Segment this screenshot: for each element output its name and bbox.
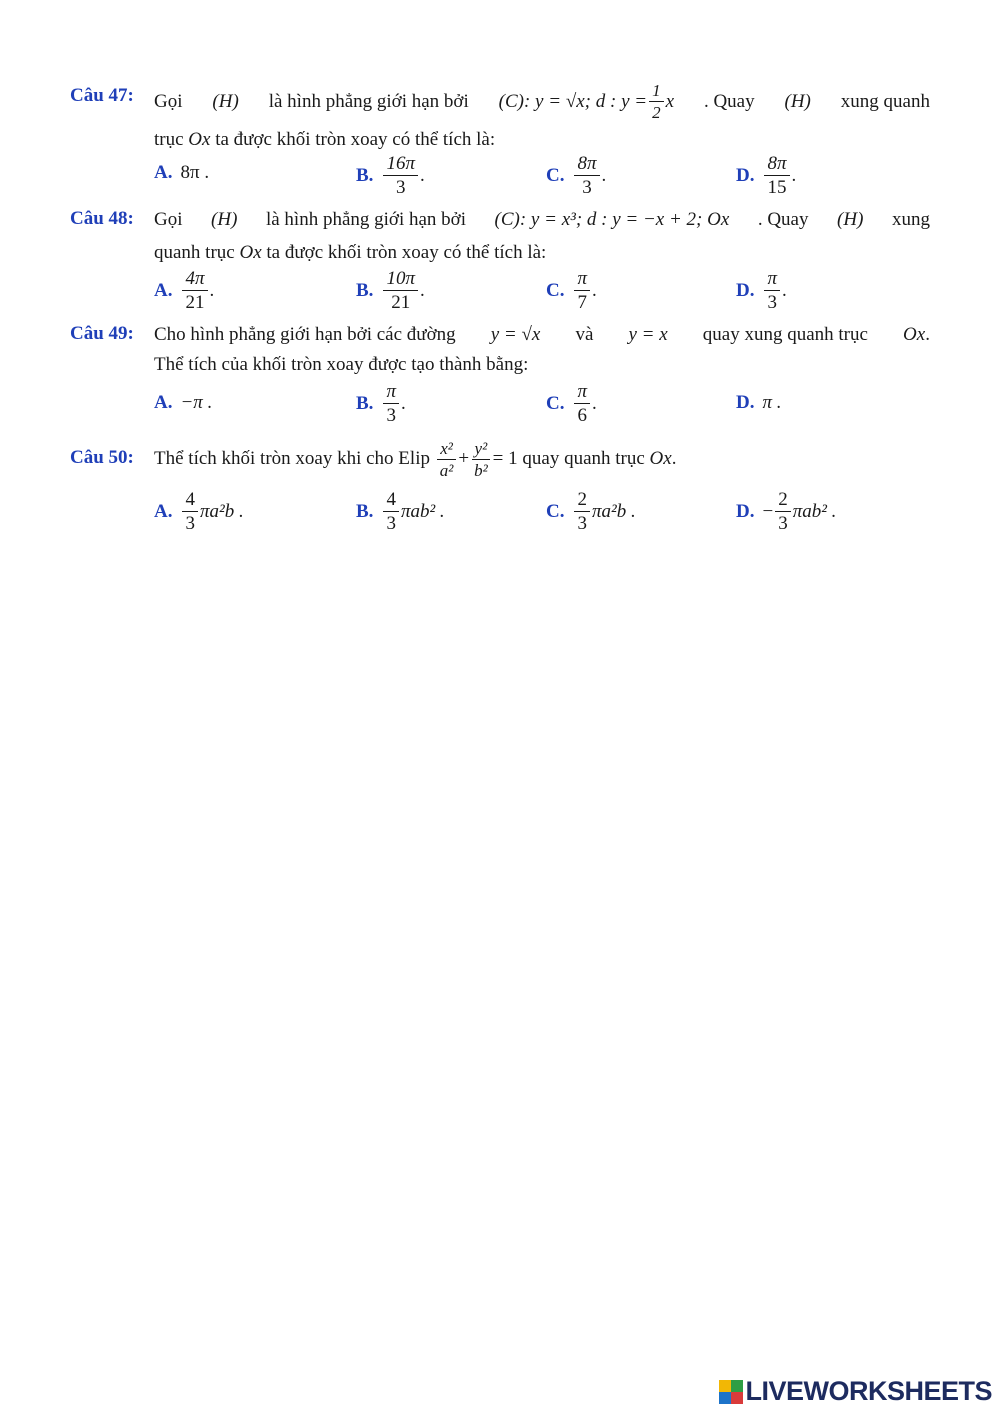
option-b[interactable]: B. $\frac{16\pi}{3}$ . [356,153,425,198]
question-number: Câu 47: [70,85,134,106]
question-text-line-1: Cho hình phẳng giới hạn bởi các đường y = √x và y = x quay xung quanh trục Ox. [154,324,930,345]
option-c[interactable]: C. $\frac{\pi}{7}$ . [546,268,597,313]
option-d[interactable]: D. π . [736,392,782,413]
question-number: Câu 48: [70,208,134,229]
question-text-line-2: Thể tích của khối tròn xoay được tạo thành bằng: [154,354,529,375]
question-text-line-2: quanh trục Ox ta được khối tròn xoay có thể tích là: [154,242,547,263]
option-d[interactable]: D. $\frac{\pi}{3}$ . [736,268,787,313]
option-b[interactable]: B. $\frac{\pi}{3}$ . [356,381,406,426]
question-text-line-1: Thể tích khối tròn xoay khi cho Elip $\frac{\text{x²}}{\text{a²}}$ + $\frac{\text{y²}}{\text{b²}}$ = 1 quay quanh trục Ox . [154,438,677,480]
liveworksheets-grid-icon [719,1380,743,1404]
option-c[interactable]: C. $\frac{\pi}{6}$ . [546,381,597,426]
question-number: Câu 50: [70,447,134,468]
option-a[interactable]: A. −π . [154,392,213,413]
liveworksheets-logo [719,1376,992,1407]
option-a[interactable]: A. 8π . [154,162,210,183]
option-a[interactable]: A. $\frac{4\pi}{21}$ . [154,268,215,313]
option-c[interactable]: C. $\frac{8\pi}{3}$ . [546,153,607,198]
question-text-line-1: Gọi (H) là hình phẳng giới hạn bởi (C) : y = √x; d : y = $\frac{1}{2}$ x . Quay (H) xung quanh [154,81,930,122]
question-text-line-2: trục Ox ta được khối tròn xoay có thể tích là: [154,129,496,150]
option-d[interactable]: D. − $\frac{2}{3}$ πab² . [736,489,837,534]
fraction-one-half: $\frac{1}{2}$ [649,82,664,121]
option-a[interactable]: A. $\frac{4}{3}$ πa²b . [154,489,244,534]
question-text-line-1: Gọi (H) là hình phẳng giới hạn bởi (C): y = x³; d : y = −x + 2; Ox . Quay (H) xung [154,209,930,230]
option-b[interactable]: B. $\frac{4}{3}$ πab² . [356,489,445,534]
logo-text: LIVEWORKSHEETS [745,1376,992,1406]
option-d[interactable]: D. $\frac{8\pi}{15}$ . [736,153,797,198]
option-c[interactable]: C. $\frac{2}{3}$ πa²b . [546,489,636,534]
option-b[interactable]: B. $\frac{10\pi}{21}$ . [356,268,425,313]
question-number: Câu 49: [70,323,134,344]
